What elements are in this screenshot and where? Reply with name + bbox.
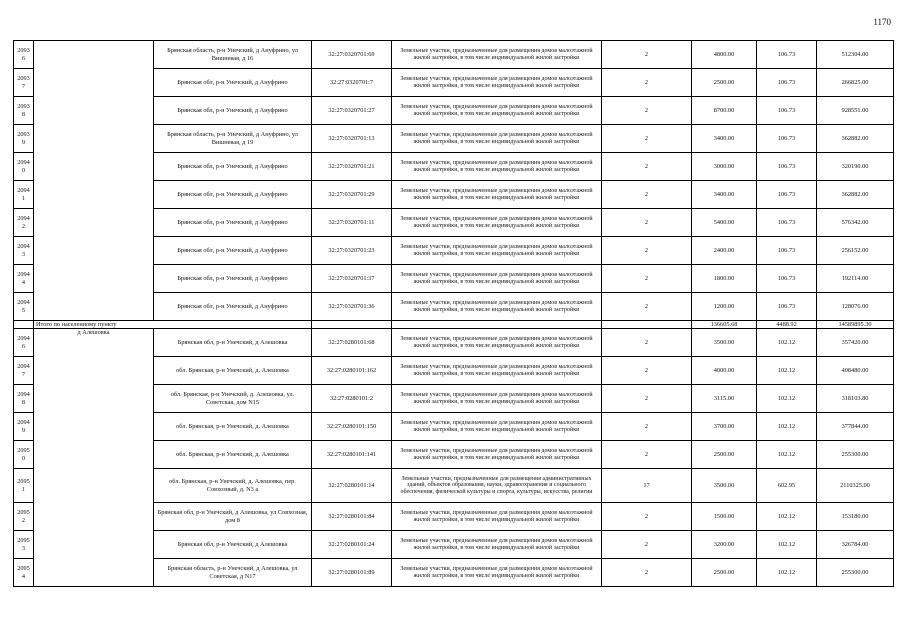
- use-code-cell: 2: [602, 293, 692, 321]
- use-code-cell: 2: [602, 97, 692, 125]
- address-cell: обл. Брянская, р-н Унечский, д. Алешовка: [154, 413, 312, 441]
- rate-cell: 102.12: [757, 441, 817, 469]
- total-label: Итого по населенному пункту: [34, 321, 312, 329]
- use-code-cell: 2: [602, 441, 692, 469]
- rate-cell: 102.12: [757, 559, 817, 587]
- total-empty-cell: [602, 321, 692, 329]
- cadastral-number-cell: 32:27:0320701:21: [312, 153, 392, 181]
- table-body: [14, 41, 894, 587]
- cadastral-number-cell: 32:27:0280101:14: [312, 469, 392, 503]
- use-code-cell: 2: [602, 329, 692, 357]
- address-cell: обл. Брянская, р-н Унечский, д. Алешовка: [154, 357, 312, 385]
- area-cell: 3400.00: [692, 181, 757, 209]
- cadastral-value-cell: 377844.00: [817, 413, 894, 441]
- area-cell: 3200.00: [692, 531, 757, 559]
- settlement-cell: [34, 41, 154, 321]
- row-number: 20936: [14, 41, 34, 69]
- rate-cell: 106.73: [757, 293, 817, 321]
- land-use-cell: Земельные участки, предназначенные для размещения домов малоэтажной жилой застройки, в том числе индивидуальной жилой застройки: [392, 209, 602, 237]
- area-cell: 4000.00: [692, 357, 757, 385]
- row-number: 20939: [14, 125, 34, 153]
- rate-cell: 102.12: [757, 531, 817, 559]
- address-cell: Брянская обл, р-н Унечский, д Ануфрино: [154, 237, 312, 265]
- cadastral-number-cell: 32:27:0320701:11: [312, 209, 392, 237]
- use-code-cell: 2: [602, 41, 692, 69]
- land-use-cell: Земельные участки, предназначенные для размещения домов малоэтажной жилой застройки, в том числе индивидуальной жилой застройки: [392, 357, 602, 385]
- cadastral-value-cell: 512304.00: [817, 41, 894, 69]
- land-use-cell: Земельные участки, предназначенные для размещения домов малоэтажной жилой застройки, в том числе индивидуальной жилой застройки: [392, 441, 602, 469]
- cadastral-value-cell: 153180.00: [817, 503, 894, 531]
- cadastral-value-cell: 255300.00: [817, 559, 894, 587]
- rate-cell: 102.12: [757, 385, 817, 413]
- total-value: 14589895.30: [817, 321, 894, 329]
- row-number: 20940: [14, 153, 34, 181]
- cadastral-number-cell: 32:27:0320701:69: [312, 41, 392, 69]
- total-empty-cell: [392, 321, 602, 329]
- area-cell: 3500.00: [692, 329, 757, 357]
- use-code-cell: 2: [602, 385, 692, 413]
- area-cell: 1500.00: [692, 503, 757, 531]
- cadastral-value-cell: 255300.00: [817, 441, 894, 469]
- rate-cell: 106.73: [757, 97, 817, 125]
- address-cell: обл. Брянская, р-н Унечский, д. Алешовка: [154, 441, 312, 469]
- area-cell: 1800.00: [692, 265, 757, 293]
- land-use-cell: Земельные участки, предназначенные для размещения домов малоэтажной жилой застройки, в том числе индивидуальной жилой застройки: [392, 181, 602, 209]
- cadastral-number-cell: 32:27:0280101:84: [312, 503, 392, 531]
- rate-cell: 602.95: [757, 469, 817, 503]
- area-cell: 2500.00: [692, 69, 757, 97]
- rate-cell: 106.73: [757, 181, 817, 209]
- row-number: 20942: [14, 209, 34, 237]
- land-use-cell: Земельные участки, предназначенные для размещения домов малоэтажной жилой застройки, в том числе индивидуальной жилой застройки: [392, 413, 602, 441]
- cadastral-value-cell: 357420.00: [817, 329, 894, 357]
- use-code-cell: 2: [602, 69, 692, 97]
- cadastral-number-cell: 32:27:0320701:37: [312, 265, 392, 293]
- row-number: 20948: [14, 385, 34, 413]
- use-code-cell: 2: [602, 237, 692, 265]
- total-empty-cell: [14, 321, 34, 329]
- cadastral-number-cell: 32:27:0320701:7: [312, 69, 392, 97]
- use-code-cell: 2: [602, 265, 692, 293]
- land-use-cell: Земельные участки, предназначенные для размещения домов малоэтажной жилой застройки, в том числе индивидуальной жилой застройки: [392, 503, 602, 531]
- address-cell: Брянская обл, р-н Унечский, д Ануфрино: [154, 97, 312, 125]
- total-rate: 4488.92: [757, 321, 817, 329]
- settlement-name: д Алешовка: [34, 329, 154, 587]
- land-use-cell: Земельные участки, предназначенные для размещения домов малоэтажной жилой застройки, в том числе индивидуальной жилой застройки: [392, 385, 602, 413]
- area-cell: 3115.00: [692, 385, 757, 413]
- cadastral-number-cell: 32:27:0280101:24: [312, 531, 392, 559]
- cadastral-number-cell: 32:27:0280101:141: [312, 441, 392, 469]
- land-use-cell: Земельные участки, предназначенные для размещения домов малоэтажной жилой застройки, в том числе индивидуальной жилой застройки: [392, 531, 602, 559]
- rate-cell: 106.73: [757, 265, 817, 293]
- address-cell: Брянская обл, р-н Унечский, д Ануфрино: [154, 153, 312, 181]
- address-cell: обл. Брянская, р-н Унечский, д. Алешовка, ул. Советская, дом N15: [154, 385, 312, 413]
- row-number: 20953: [14, 531, 34, 559]
- cadastral-number-cell: 32:27:0280101:162: [312, 357, 392, 385]
- address-cell: Брянская обл, р-н Унечский, д Алешовка: [154, 329, 312, 357]
- total-empty-cell: [312, 321, 392, 329]
- cadastral-value-cell: 576342.00: [817, 209, 894, 237]
- land-use-cell: Земельные участки, предназначенные для размещения домов малоэтажной жилой застройки, в том числе индивидуальной жилой застройки: [392, 293, 602, 321]
- total-area: 136605.68: [692, 321, 757, 329]
- cadastral-value-cell: 318103.80: [817, 385, 894, 413]
- row-number: 20938: [14, 97, 34, 125]
- land-use-cell: Земельные участки, предназначенные для размещения домов малоэтажной жилой застройки, в том числе индивидуальной жилой застройки: [392, 265, 602, 293]
- cadastral-number-cell: 32:27:0280101:150: [312, 413, 392, 441]
- area-cell: 8700.00: [692, 97, 757, 125]
- rate-cell: 106.73: [757, 209, 817, 237]
- land-use-cell: Земельные участки, предназначенные для размещения административных зданий, объектов образования, науки, здравоохранения и социального обеспечения, физической культуры и спорта, культуры, искусства, религии: [392, 469, 602, 503]
- cadastral-number-cell: 32:27:0320701:36: [312, 293, 392, 321]
- cadastral-value-cell: 408480.00: [817, 357, 894, 385]
- address-cell: Брянская область, р-н Унечский, д Ануфрино, ул Вишневая, д 19: [154, 125, 312, 153]
- address-cell: Брянская область, р-н Унечский, д Алешовка, ул Советская, д N17: [154, 559, 312, 587]
- use-code-cell: 2: [602, 209, 692, 237]
- cadastral-value-cell: 128076.00: [817, 293, 894, 321]
- cadastral-value-table: [13, 40, 894, 587]
- cadastral-number-cell: 32:27:0320701:29: [312, 181, 392, 209]
- cadastral-number-cell: 32:27:0320701:23: [312, 237, 392, 265]
- address-cell: Брянская обл, р-н Унечский, д Ануфрино: [154, 265, 312, 293]
- cadastral-value-cell: 320190.00: [817, 153, 894, 181]
- settlement-total-row: [14, 321, 894, 329]
- row-number: 20952: [14, 503, 34, 531]
- use-code-cell: 2: [602, 153, 692, 181]
- area-cell: 3500.00: [692, 469, 757, 503]
- area-cell: 3400.00: [692, 125, 757, 153]
- use-code-cell: 2: [602, 357, 692, 385]
- row-number: 20946: [14, 329, 34, 357]
- land-use-cell: Земельные участки, предназначенные для размещения домов малоэтажной жилой застройки, в том числе индивидуальной жилой застройки: [392, 559, 602, 587]
- area-cell: 4800.00: [692, 41, 757, 69]
- address-cell: Брянская обл, р-н Унечский, д Ануфрино: [154, 293, 312, 321]
- table-row: [14, 41, 894, 69]
- cadastral-number-cell: 32:27:0280101:89: [312, 559, 392, 587]
- cadastral-value-cell: 362882.00: [817, 181, 894, 209]
- use-code-cell: 17: [602, 469, 692, 503]
- row-number: 20944: [14, 265, 34, 293]
- land-use-cell: Земельные участки, предназначенные для размещения домов малоэтажной жилой застройки, в том числе индивидуальной жилой застройки: [392, 153, 602, 181]
- use-code-cell: 2: [602, 503, 692, 531]
- address-cell: Брянская обл, р-н Унечский, д Ануфрино: [154, 181, 312, 209]
- area-cell: 3000.00: [692, 153, 757, 181]
- row-number: 20943: [14, 237, 34, 265]
- land-use-cell: Земельные участки, предназначенные для размещения домов малоэтажной жилой застройки, в том числе индивидуальной жилой застройки: [392, 329, 602, 357]
- row-number: 20951: [14, 469, 34, 503]
- rate-cell: 106.73: [757, 125, 817, 153]
- row-number: 20937: [14, 69, 34, 97]
- cadastral-value-cell: 326784.00: [817, 531, 894, 559]
- rate-cell: 106.73: [757, 153, 817, 181]
- area-cell: 1200.00: [692, 293, 757, 321]
- address-cell: Брянская обл, р-н Унечский, д Ануфрино: [154, 209, 312, 237]
- cadastral-value-cell: 256152.00: [817, 237, 894, 265]
- address-cell: Брянская обл, р-н Унечский, д Алешовка: [154, 531, 312, 559]
- use-code-cell: 2: [602, 181, 692, 209]
- row-number: 20950: [14, 441, 34, 469]
- rate-cell: 106.73: [757, 69, 817, 97]
- land-use-cell: Земельные участки, предназначенные для размещения домов малоэтажной жилой застройки, в том числе индивидуальной жилой застройки: [392, 97, 602, 125]
- rate-cell: 106.73: [757, 237, 817, 265]
- row-number: 20954: [14, 559, 34, 587]
- row-number: 20949: [14, 413, 34, 441]
- use-code-cell: 2: [602, 559, 692, 587]
- cadastral-value-cell: 928551.00: [817, 97, 894, 125]
- area-cell: 5400.00: [692, 209, 757, 237]
- cadastral-number-cell: 32:27:0320701:27: [312, 97, 392, 125]
- table-row: [14, 329, 894, 357]
- land-use-cell: Земельные участки, предназначенные для размещения домов малоэтажной жилой застройки, в том числе индивидуальной жилой застройки: [392, 69, 602, 97]
- cadastral-value-cell: 266825.00: [817, 69, 894, 97]
- cadastral-value-cell: 192114.00: [817, 265, 894, 293]
- cadastral-value-cell: 362882.00: [817, 125, 894, 153]
- land-use-cell: Земельные участки, предназначенные для размещения домов малоэтажной жилой застройки, в том числе индивидуальной жилой застройки: [392, 41, 602, 69]
- address-cell: Брянская область, р-н Унечский, д Ануфрино, ул Вишневая, д 16: [154, 41, 312, 69]
- cadastral-number-cell: 32:27:0320701:13: [312, 125, 392, 153]
- row-number: 20947: [14, 357, 34, 385]
- area-cell: 2400.00: [692, 237, 757, 265]
- use-code-cell: 2: [602, 125, 692, 153]
- cadastral-value-cell: 2110325.00: [817, 469, 894, 503]
- address-cell: Брянская обл, р-н Унечский, д Ануфрино: [154, 69, 312, 97]
- rate-cell: 102.12: [757, 413, 817, 441]
- cadastral-number-cell: 32:27:0280101:68: [312, 329, 392, 357]
- rate-cell: 106.73: [757, 41, 817, 69]
- page-number: 1170: [873, 17, 891, 27]
- address-cell: обл. Брянская, р-н Унечский, д. Алешовка, пер. Совхозный, д. N3 а: [154, 469, 312, 503]
- area-cell: 3700.00: [692, 413, 757, 441]
- use-code-cell: 2: [602, 413, 692, 441]
- row-number: 20941: [14, 181, 34, 209]
- rate-cell: 102.12: [757, 503, 817, 531]
- rate-cell: 102.12: [757, 329, 817, 357]
- cadastral-number-cell: 32:27:0280101:2: [312, 385, 392, 413]
- area-cell: 2500.00: [692, 441, 757, 469]
- row-number: 20945: [14, 293, 34, 321]
- rate-cell: 102.12: [757, 357, 817, 385]
- land-use-cell: Земельные участки, предназначенные для размещения домов малоэтажной жилой застройки, в том числе индивидуальной жилой застройки: [392, 125, 602, 153]
- use-code-cell: 2: [602, 531, 692, 559]
- address-cell: Брянская обл, р-н Унечский, д Алешовка, ул Совхозная, дом 8: [154, 503, 312, 531]
- land-use-cell: Земельные участки, предназначенные для размещения домов малоэтажной жилой застройки, в том числе индивидуальной жилой застройки: [392, 237, 602, 265]
- area-cell: 2500.00: [692, 559, 757, 587]
